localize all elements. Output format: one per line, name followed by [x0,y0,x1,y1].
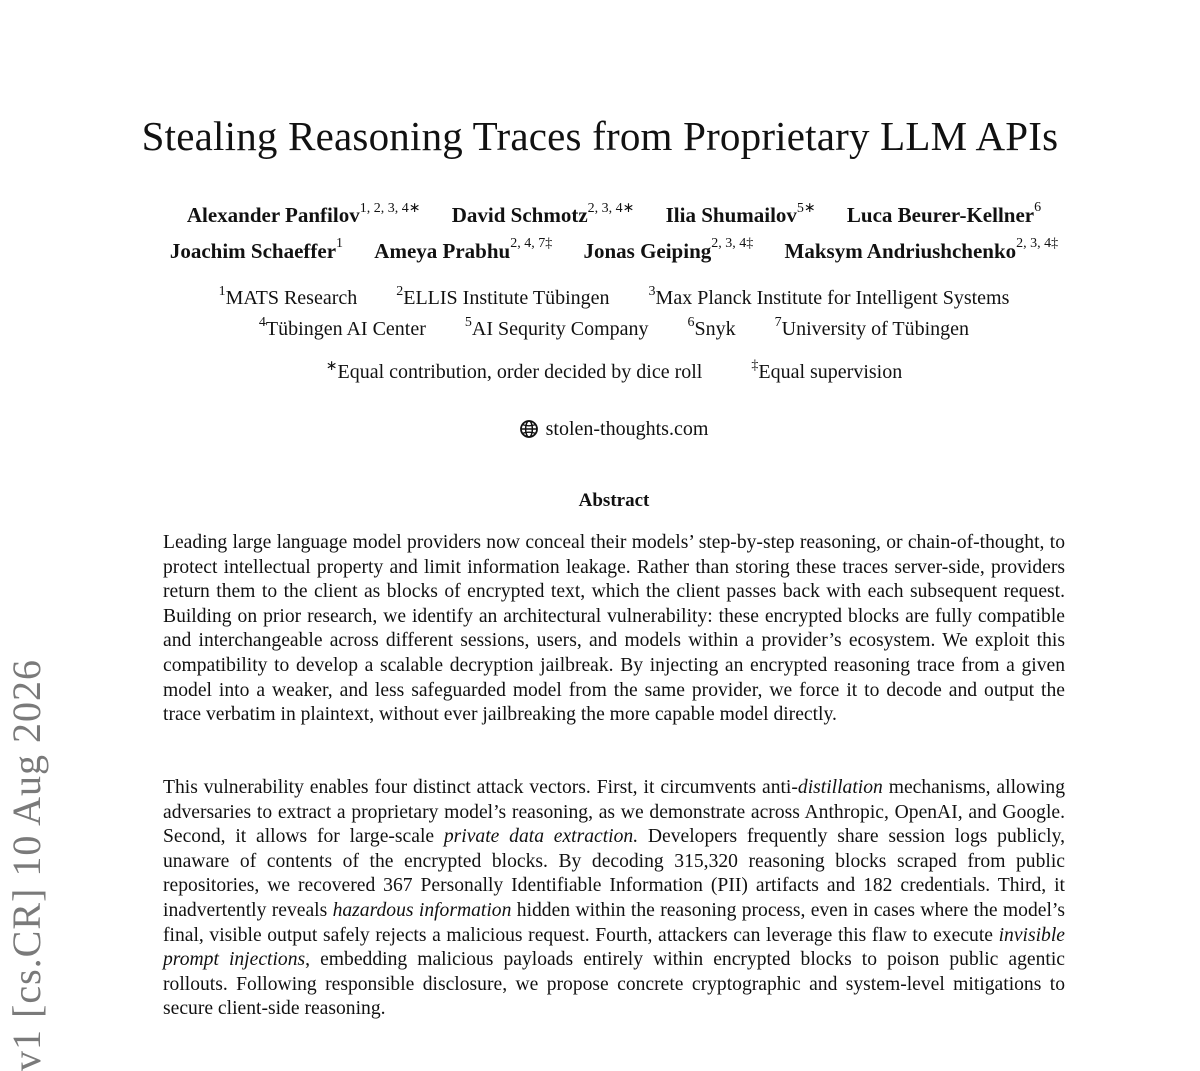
abstract-paragraph-1: Leading large language model providers now conceal their models’ step-by-step reasoning, or chain-of-thought, to protect intellectual property and limit information leakage. Rather than storing these traces server-side, providers return them to the client as blocks of encrypted text, which the client passes back with each subsequent request. Building on prior research, we identify an architectural vulnerability: these encrypted blocks are fully compatible and interchangeable across different sessions, users, and models within a provider’s ecosystem. We exploit this compatibility to develop a scalable decryption jailbreak. By injecting an encrypted reasoning trace from a given model into a weaker, and less safeguarded model from the same provider, we force it to decode and output the trace verbatim in plaintext, without ever jailbreaking the more capable model directly. [163,532,1065,726]
author: Maksym Andriushchenko$^{2, 3, 4\ddagger}$ [784,236,1059,263]
emphasized-term: distillation [797,777,883,798]
author: Joachim Schaeffer$^1$ [169,236,344,263]
author: David Schmotz$^{2, 3, 4∗}$ [451,201,635,227]
equal-supervision-note: ‡Equal supervision [751,358,903,383]
affiliation: $^7$University of Tübingen [774,315,970,340]
affiliation: $^5$AI Sequrity Company [464,315,649,340]
affiliations-row-2 [0,315,1200,341]
abstract-paragraph-2 [163,776,1065,1022]
emphasized-term: invisible prompt injections [163,924,1065,971]
abstract-text-run: hidden within the reasoning process, even in cases where the model’s final, visible output safely rejects a malicious request. Fourth, attackers can leverage this flaw to execute [163,899,1065,946]
abstract-text-run: Developers frequently share session logs publicly, unaware of contents of the encrypted blocks. By decoding 315,320 reasoning blocks scraped from public repositories, we recovered 367 Personally Identifiable Information (PII) artifacts and 182 credentials. Third, it inadvertently reveals [163,826,1065,921]
author-list-row-2 [0,236,1200,264]
author: Ameya Prabhu$^{2, 4, 7\ddagger}$ [374,236,553,263]
affiliation: $^4$Tübingen AI Center [258,315,426,340]
affiliation: $^3$Max Planck Institute for Intelligent Systems [648,284,1010,309]
project-website[interactable] [0,418,1200,444]
abstract-text-run: mechanisms, allowing adversaries to extract a proprietary model’s reasoning, as we demonstrate across Anthropic, OpenAI, and Google. Second, it allows for large-scale [163,777,1065,848]
affiliation: $^1$MATS Research [218,284,358,309]
author-notes [0,358,1200,384]
author: Alexander Panfilov$^{1, 2, 3, 4∗}$ [186,201,421,227]
abstract-heading: Abstract [578,490,650,511]
author: Jonas Geiping$^{2, 3, 4\ddagger}$ [583,236,754,263]
author: Luca Beurer-Kellner$^6$ [846,200,1042,227]
emphasized-term: private data extraction. [443,826,639,848]
equal-contribution-note: ∗Equal contribution, order decided by dice roll [325,359,703,383]
affiliation: $^6$Snyk [687,315,736,340]
abstract-text-run: , embedding malicious payloads entirely within encrypted blocks to poison public agentic rollouts. Following responsible disclosure, we propose concrete cryptographic and system-level mitigations to secure client-side reasoning. [163,949,1066,1020]
website-link[interactable]: stolen-thoughts.com [545,418,709,440]
arxiv-identifier: v1 [cs.CR] 10 Aug 2026 [4,659,49,1071]
abstract-text-run: This vulnerability enables four distinct attack vectors. First, it circumvents anti- [163,777,798,798]
paper-title: Stealing Reasoning Traces from Proprietary LLM APIs [141,113,1059,159]
author: Ilia Shumailov$^{5∗}$ [665,201,816,227]
affiliation: $^2$ELLIS Institute Tübingen [396,284,610,309]
affiliations-row-1 [0,284,1200,310]
globe-icon [520,420,538,444]
author-list-row-1 [0,200,1200,228]
emphasized-term: hazardous information [332,899,512,921]
